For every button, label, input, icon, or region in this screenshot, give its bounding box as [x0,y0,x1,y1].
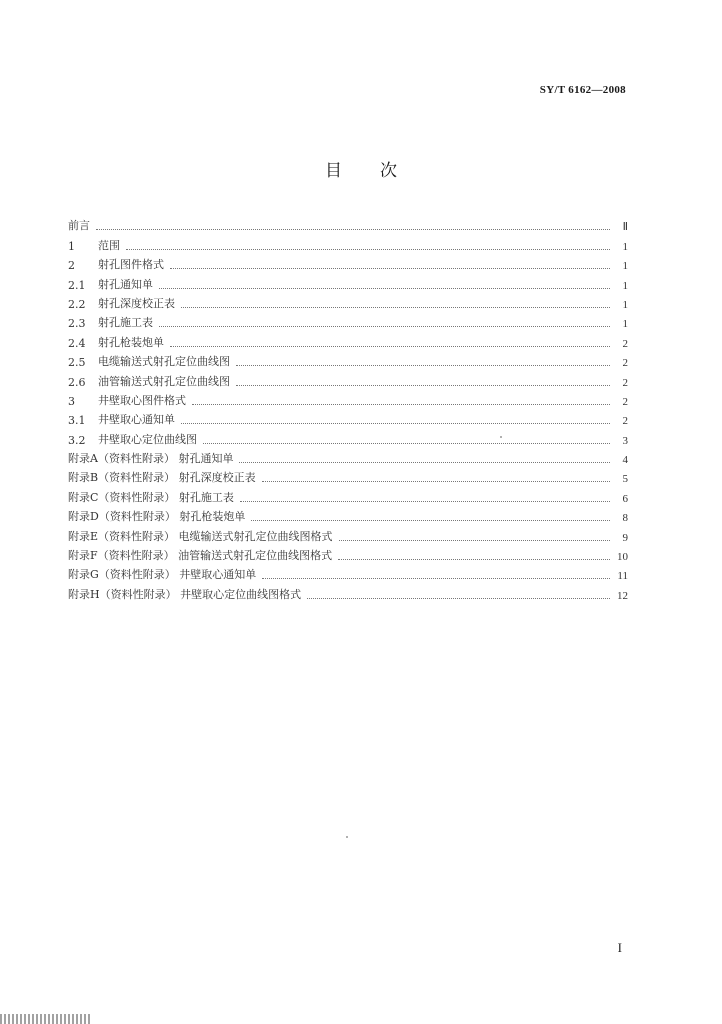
page-title: 目次 [325,161,435,181]
toc-entry[interactable] [68,233,628,252]
table-of-contents [68,214,628,602]
toc-entry-page: 2 [622,376,628,389]
toc-entry-label: 附录E（资料性附录） 电缆输送式射孔定位曲线图格式 [68,529,333,543]
toc-entry-page: 8 [622,512,628,525]
toc-entry-page: 4 [622,454,628,467]
toc-entry[interactable] [68,466,628,485]
toc-entry-page: 6 [622,492,628,505]
toc-leader [236,384,610,386]
toc-leader [159,325,610,327]
toc-entry-number: 3 [68,394,75,408]
toc-entry-page: 11 [617,570,628,583]
toc-leader [240,500,610,502]
toc-entry-number: 2.6 [68,375,86,389]
toc-entry-page: Ⅱ [622,221,628,234]
toc-entry-number: 2.3 [68,317,86,331]
toc-entry[interactable] [68,544,628,563]
toc-entry[interactable] [68,427,628,446]
toc-entry-label: 射孔图件格式 [98,258,164,272]
toc-entry[interactable] [68,272,628,291]
toc-entry-label: 附录D（资料性附录） 射孔枪装炮单 [68,510,246,524]
toc-entry[interactable] [68,292,628,311]
toc-leader [192,403,610,405]
toc-leader [251,519,610,521]
toc-entry-number: 3.2 [68,433,86,447]
toc-leader [203,442,610,444]
toc-entry[interactable] [68,505,628,524]
toc-entry-page: 2 [622,357,628,370]
toc-entry[interactable] [68,447,628,466]
toc-leader [236,364,610,366]
toc-entry-label: 射孔通知单 [98,277,153,291]
toc-leader [262,577,610,579]
toc-entry-label: 电缆输送式射孔定位曲线图 [98,355,230,369]
toc-entry-label: 油管输送式射孔定位曲线图 [98,374,230,388]
toc-entry-page: 1 [622,318,628,331]
toc-entry-page: 2 [622,337,628,350]
toc-leader [96,228,610,230]
toc-entry-page: 1 [622,260,628,273]
scan-speck [346,836,348,838]
toc-entry-label: 井壁取心图件格式 [98,393,186,407]
toc-entry[interactable] [68,524,628,543]
toc-entry[interactable] [68,214,628,233]
toc-entry-number: 2.4 [68,336,86,350]
toc-leader [170,267,610,269]
toc-entry[interactable] [68,408,628,427]
toc-entry[interactable] [68,582,628,601]
toc-entry-page: 10 [617,551,628,564]
toc-entry-page: 2 [622,415,628,428]
toc-entry-number: 2.1 [68,278,86,292]
toc-entry-label: 射孔枪装炮单 [98,335,164,349]
toc-entry-page: 1 [622,240,628,253]
toc-entry[interactable] [68,485,628,504]
toc-entry[interactable] [68,311,628,330]
scan-speck [500,436,502,438]
toc-entry[interactable] [68,563,628,582]
toc-entry-number: 1 [68,239,75,253]
toc-leader [159,287,610,289]
toc-leader [126,248,610,250]
toc-entry-number: 2.2 [68,297,86,311]
toc-entry-label: 附录B（资料性附录） 射孔深度校正表 [68,471,256,485]
standard-number: SY/T 6162—2008 [539,84,626,96]
scan-artifact [0,1014,90,1024]
toc-entry-number: 3.1 [68,414,86,428]
toc-entry-label: 附录F（资料性附录） 油管输送式射孔定位曲线图格式 [68,549,333,563]
toc-entry-label: 附录G（资料性附录） 井壁取心通知单 [68,568,257,582]
toc-entry-page: 9 [622,531,628,544]
toc-entry-label: 附录C（资料性附录） 射孔施工表 [68,490,234,504]
toc-entry[interactable] [68,350,628,369]
toc-entry-page: 12 [617,589,628,602]
toc-entry-label: 前言 [68,219,90,233]
toc-entry-number: 2.5 [68,356,86,370]
toc-leader [181,306,610,308]
toc-entry-page: 1 [622,298,628,311]
toc-entry-label: 附录H（资料性附录） 井壁取心定位曲线图格式 [68,587,302,601]
toc-leader [338,558,610,560]
toc-entry-label: 射孔施工表 [98,316,153,330]
toc-entry[interactable] [68,369,628,388]
page-number: I [617,940,622,955]
toc-entry[interactable] [68,389,628,408]
toc-entry-page: 5 [622,473,628,486]
toc-leader [170,345,610,347]
toc-entry-page: 3 [622,434,628,447]
toc-entry-label: 附录A（资料性附录） 射孔通知单 [68,452,234,466]
toc-entry[interactable] [68,330,628,349]
toc-leader [307,597,610,599]
toc-entry-page: 1 [622,279,628,292]
toc-entry[interactable] [68,253,628,272]
toc-entry-label: 井壁取心通知单 [98,413,175,427]
toc-leader [262,480,610,482]
toc-entry-label: 井壁取心定位曲线图 [98,432,197,446]
toc-entry-label: 射孔深度校正表 [98,296,175,310]
toc-leader [239,461,610,463]
toc-entry-page: 2 [622,395,628,408]
toc-leader [181,422,610,424]
toc-leader [339,539,610,541]
toc-entry-label: 范围 [98,238,120,252]
toc-entry-number: 2 [68,259,75,273]
